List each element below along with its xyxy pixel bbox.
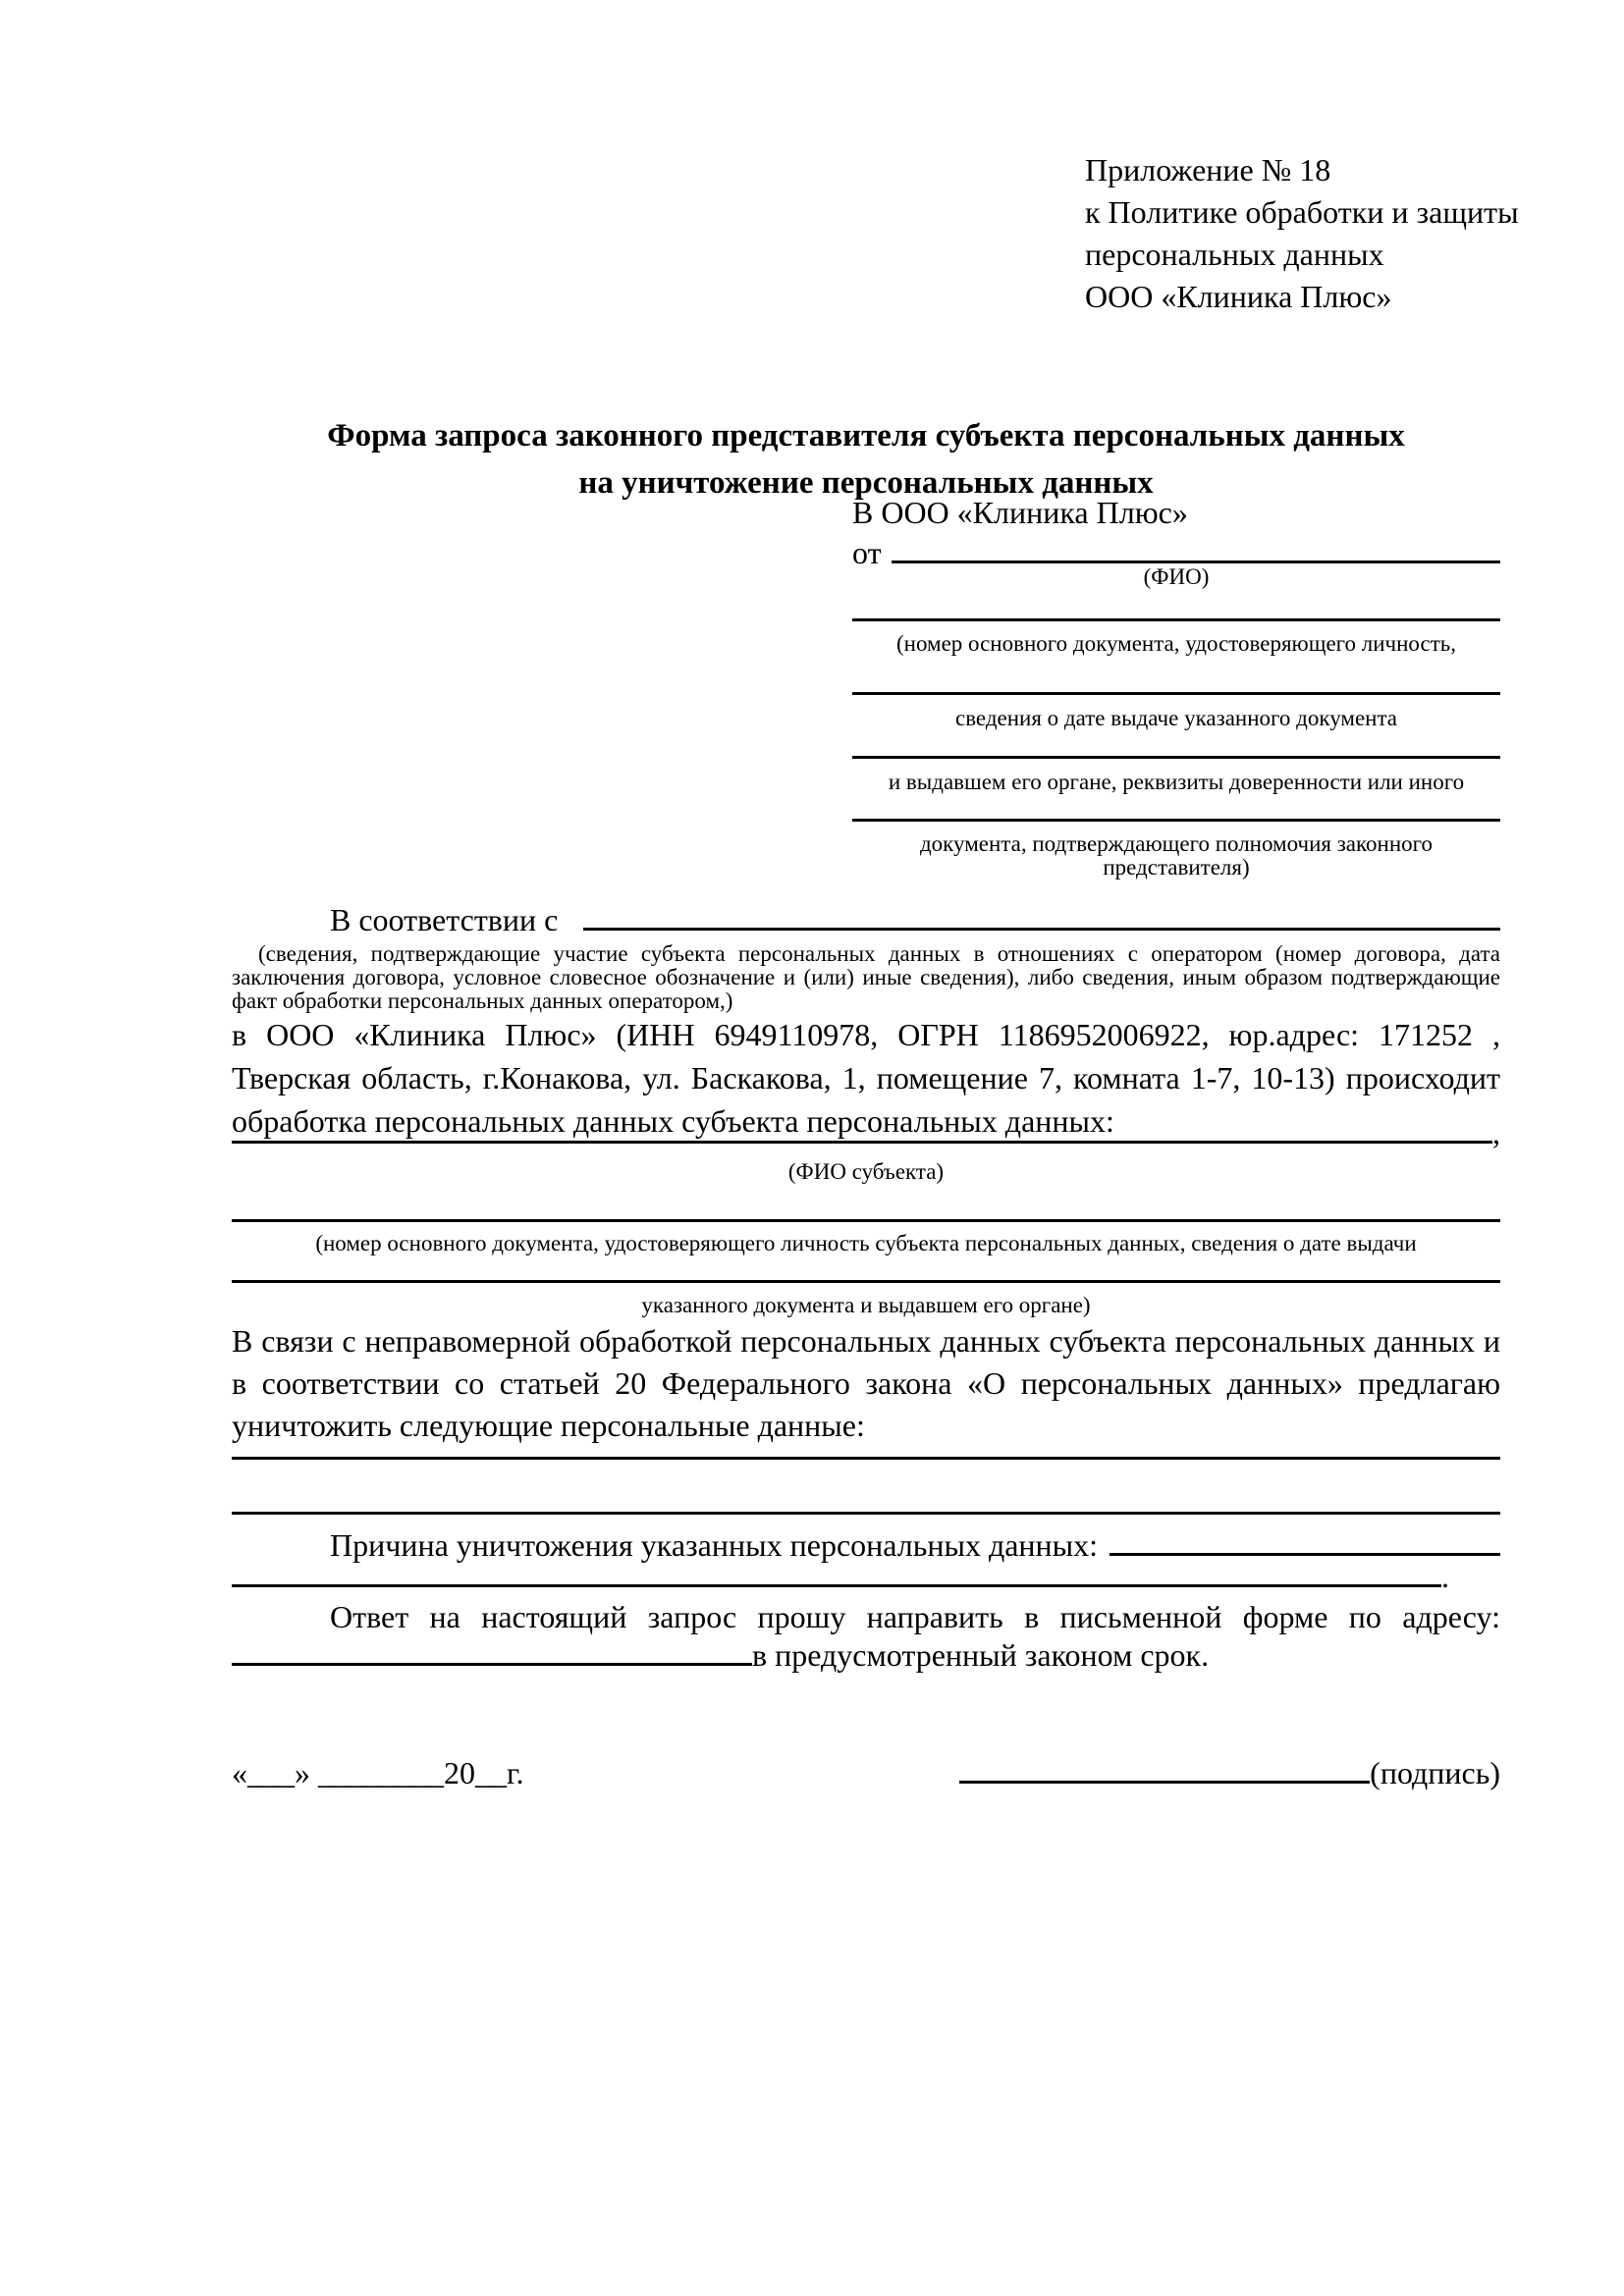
representative-doc-caption-1: (номер основного документа, удостоверяющего личность,	[895, 631, 1456, 656]
fio-caption: (ФИО)	[1143, 564, 1210, 589]
representative-doc-caption-4: документа, подтверждающего полномочия законного представителя)	[919, 831, 1433, 880]
subject-fio-row	[232, 1117, 1500, 1149]
subject-doc-line-2	[232, 1280, 1500, 1283]
reason-terminator: .	[1441, 1559, 1449, 1594]
accordance-note: (сведения, подтверждающие участие субъекта персональных данных в отношениях с оператором (номер договора, дата заключения договора, условное словесное обозначение и (или) иные сведения), либо сведения, иным образом подтверждающие факт обработки персональных данных оператором,)	[232, 941, 1500, 1013]
subject-doc-line-1	[232, 1219, 1500, 1222]
reason-continuation-line	[232, 1584, 1441, 1587]
representative-doc-line-3	[852, 756, 1500, 759]
reply-tail: в предусмотренный законом срок.	[752, 1637, 1210, 1673]
demand-paragraph: В связи с неправомерной обработкой персональных данных субъекта персональных данных и в соответствии со статьей 20 Федерального закона «О персональных данных» предлагаю уничтожить следующие персональные данные:	[232, 1323, 1500, 1443]
subject-fio-comma: ,	[1492, 1115, 1500, 1150]
reply-paragraph: Ответ на настоящий запрос прошу направить в письменной форме по адресу:	[330, 1599, 1500, 1634]
from-blank-line	[892, 561, 1500, 563]
reply-address-row	[232, 1637, 1500, 1673]
addressee-organization: В ООО «Клиника Плюс»	[852, 495, 1188, 530]
representative-doc-caption-2: сведения о дате выдаче указанного документа	[954, 706, 1398, 730]
subject-doc-caption-2: указанного документа и выдавшем его органе)	[641, 1293, 1091, 1317]
form-title-line-2: на уничтожение персональных данных	[578, 465, 1154, 501]
representative-doc-caption-3: и выдавшем его органе, реквизиты доверенности или иного	[888, 770, 1465, 794]
subject-doc-caption-1: (номер основного документа, удостоверяющего личность субъекта персональных данных, сведения о дате выдачи	[315, 1231, 1417, 1255]
representative-doc-line-4	[852, 819, 1500, 822]
annex-line-4: ООО «Клиника Плюс»	[1085, 279, 1392, 314]
reason-label: Причина уничтожения указанных персональных данных:	[330, 1527, 1099, 1563]
subject-fio-caption: (ФИО субъекта)	[787, 1159, 945, 1184]
date-line: «___» ________20__г.	[232, 1755, 524, 1790]
form-title-line-1: Форма запроса законного представителя субъекта персональных данных	[327, 418, 1405, 454]
annex-line-1: Приложение № 18	[1085, 152, 1331, 187]
accordance-label: В соответствии с	[330, 902, 559, 937]
representative-doc-line-2	[852, 692, 1500, 695]
annex-block	[1085, 149, 1519, 318]
annex-line-2: к Политике обработки и защиты	[1085, 194, 1519, 230]
reply-address-blank-line	[232, 1663, 752, 1666]
footer-row	[232, 1755, 1500, 1790]
subject-fio-blank-line	[232, 1141, 1492, 1144]
reason-blank-line	[1110, 1553, 1500, 1556]
reason-row	[232, 1527, 1500, 1563]
signature-blank-line	[959, 1781, 1370, 1784]
signature-block	[959, 1755, 1500, 1790]
representative-doc-line-1	[852, 618, 1500, 621]
operator-paragraph: в ООО «Клиника Плюс» (ИНН 6949110978, ОГРН 1186952006922, юр.адрес: 171252 , Тверская область, г.Конакова, ул. Баскакова, 1, помещение 7, комната 1-7, 10-13) происходит обработка персональных данных субъекта персональных данных:	[232, 1017, 1500, 1139]
signature-caption: (подпись)	[1370, 1755, 1500, 1790]
from-label: от	[852, 535, 882, 570]
data-blank-line-1	[232, 1457, 1500, 1460]
accordance-blank-line	[583, 928, 1500, 931]
data-blank-line-2	[232, 1512, 1500, 1515]
reason-continuation-row	[232, 1561, 1500, 1593]
annex-line-3: персональных данных	[1085, 237, 1384, 272]
accordance-row	[232, 901, 1500, 938]
